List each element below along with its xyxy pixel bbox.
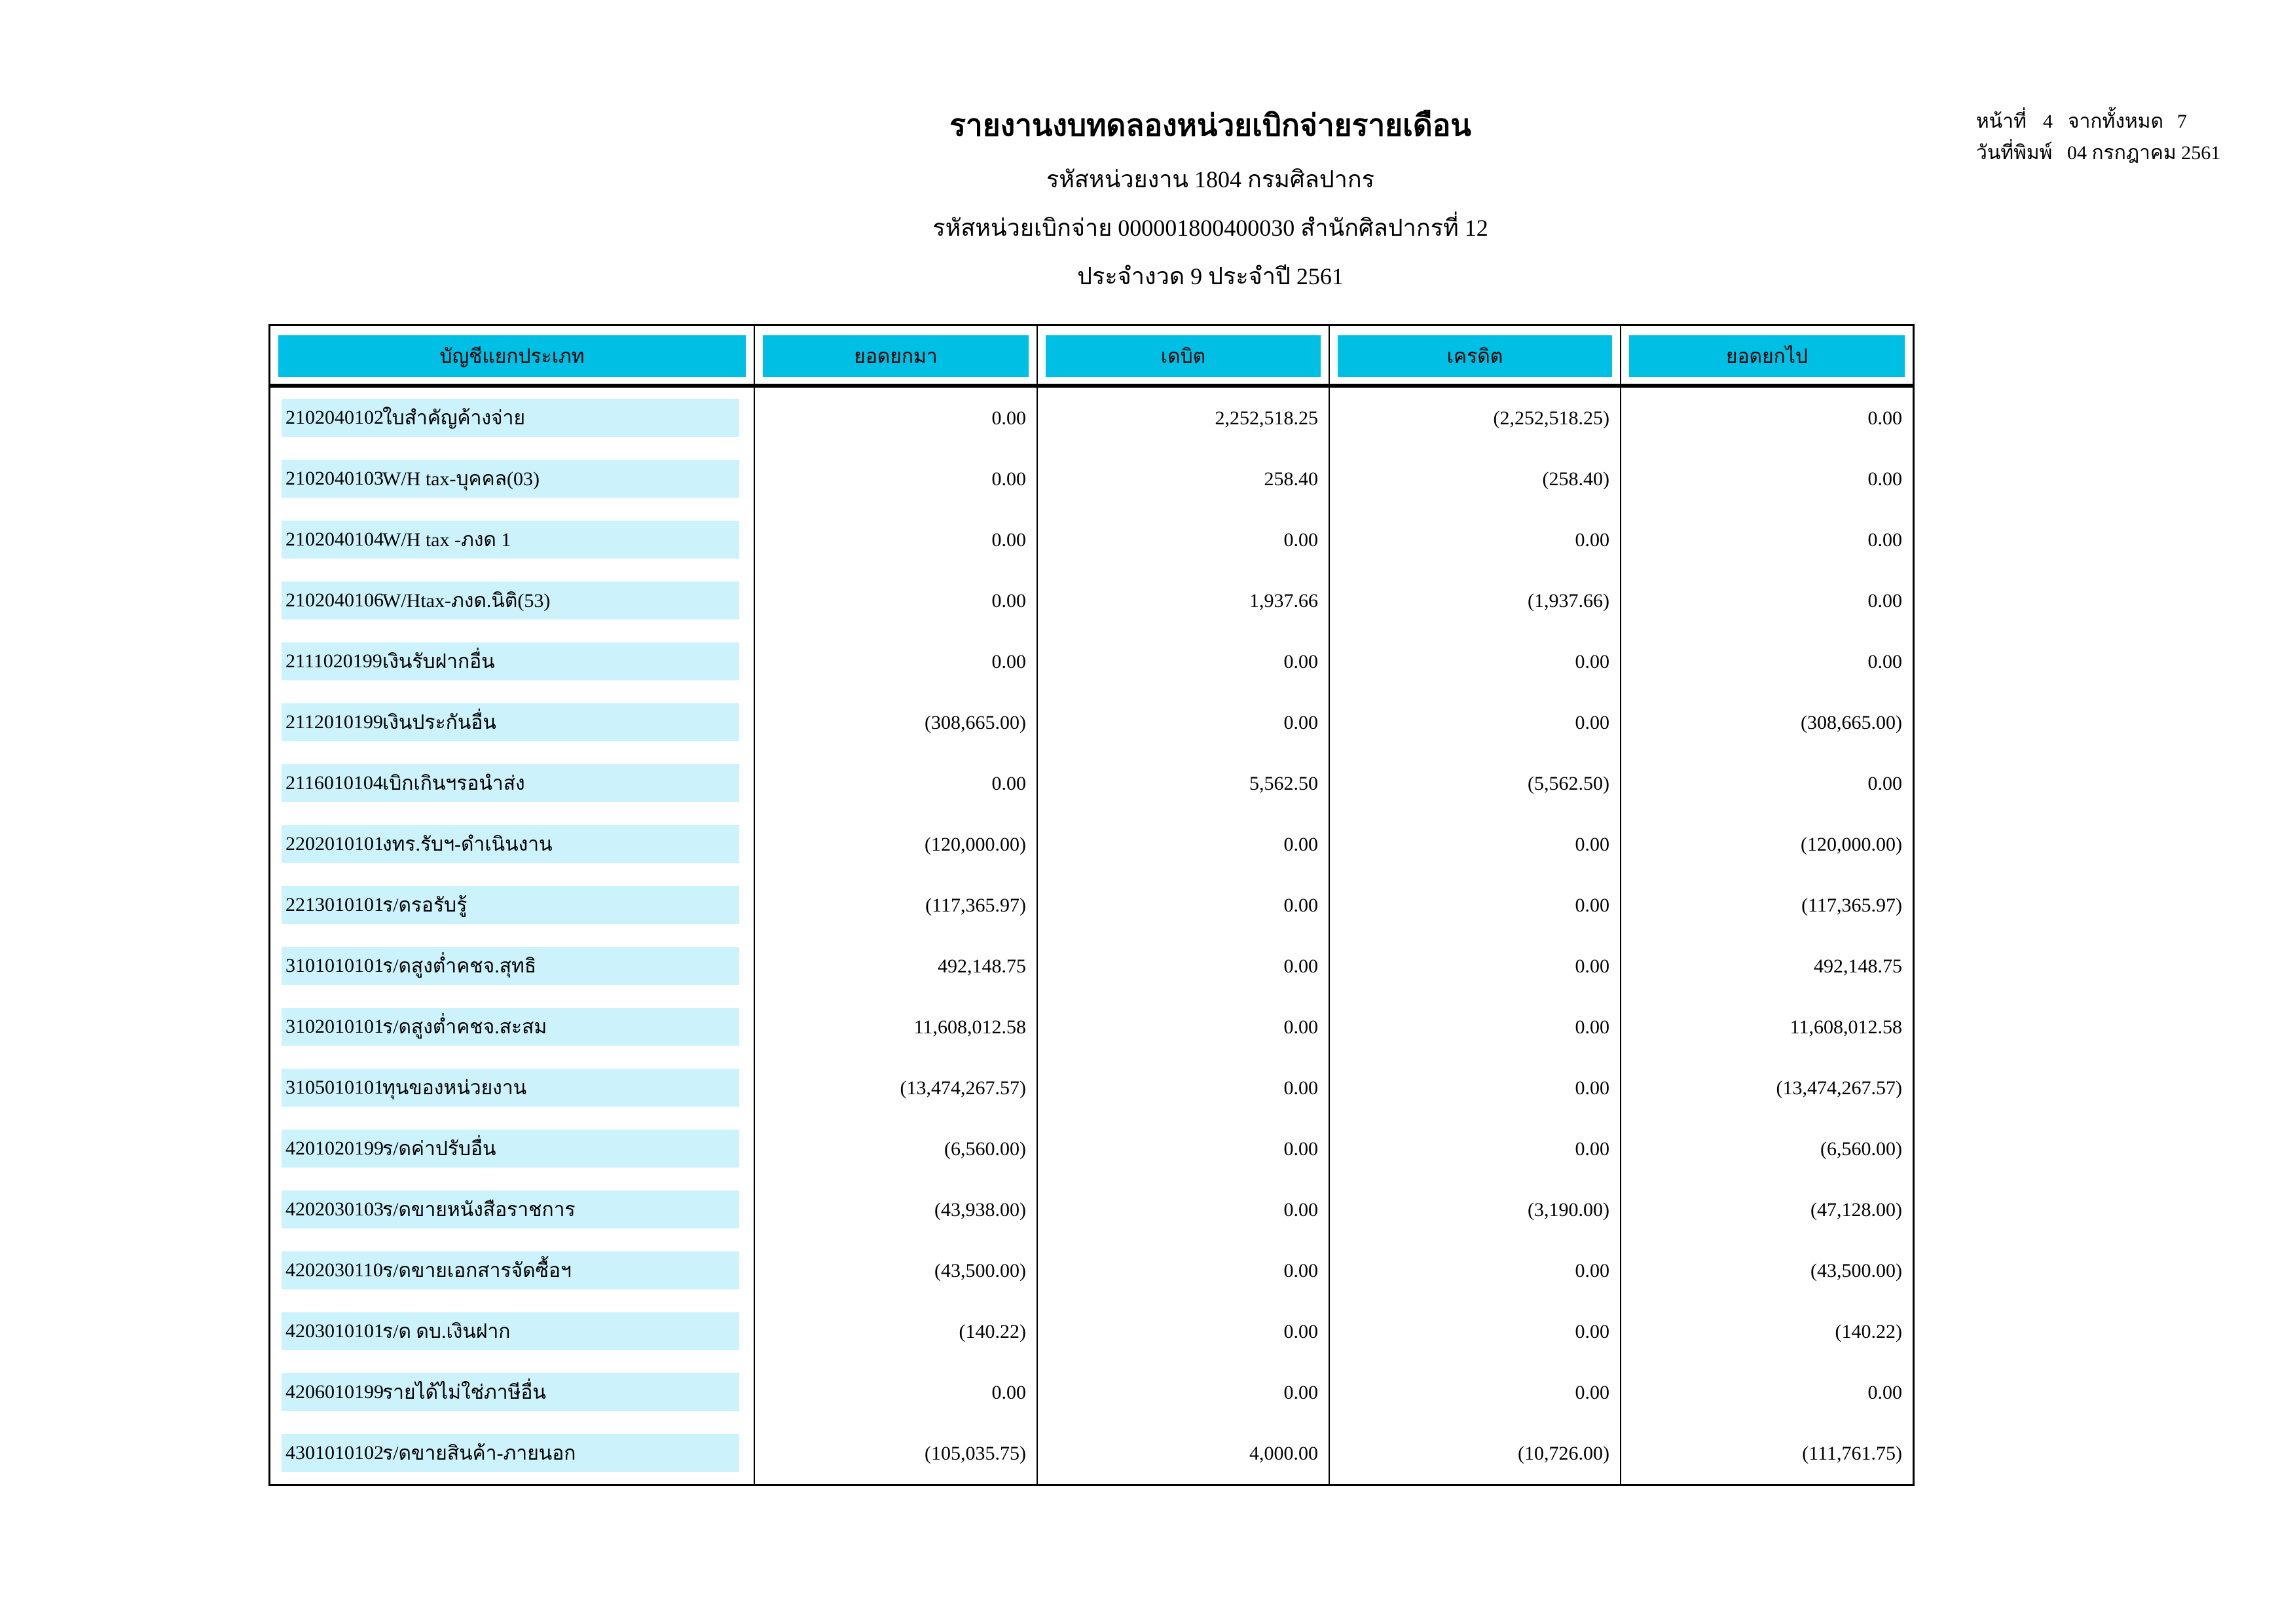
debit-value: 0.00 — [1038, 997, 1330, 1058]
period-line: ประจำงวด 9 ประจำปี 2561 — [1077, 263, 1344, 289]
account-cell — [270, 753, 755, 814]
debit-value: 258.40 — [1038, 449, 1330, 509]
carry-forward-in-value: (117,365.97) — [755, 875, 1038, 936]
carry-forward-in-value: (43,500.00) — [755, 1240, 1038, 1301]
account-cell — [270, 875, 755, 936]
page-number-label: หน้าที่ — [1976, 111, 2027, 132]
disbursement-unit-line: รหัสหน่วยเบิกจ่าย 000001800400030 สำนักศิลปากรที่ 12 — [932, 215, 1488, 241]
account-code: 2116010104 — [285, 772, 383, 794]
carry-forward-out-value: 0.00 — [1867, 407, 1902, 429]
account-cell — [270, 997, 755, 1058]
table-row — [270, 1118, 1913, 1179]
account-cell — [270, 936, 755, 997]
account-code: 2213010101 — [285, 894, 384, 915]
carry-forward-in-value: 11,608,012.58 — [755, 997, 1038, 1058]
carry-forward-out-value: (43,500.00) — [1810, 1259, 1902, 1282]
account-code: 3105010101 — [285, 1077, 384, 1098]
table-header-row — [270, 326, 1913, 388]
table-row — [270, 1179, 1913, 1240]
account-code: 4301010102 — [285, 1442, 384, 1464]
debit-value: 5,562.50 — [1038, 753, 1330, 814]
credit-value: 0.00 — [1330, 1118, 1621, 1179]
carry-forward-out-value: (120,000.00) — [1801, 833, 1902, 855]
credit-value: (258.40) — [1330, 449, 1621, 509]
carry-forward-out-value: (308,665.00) — [1801, 711, 1902, 733]
account-code: 2112010199 — [285, 711, 383, 733]
account-cell — [270, 692, 755, 753]
carry-forward-out-value: 0.00 — [1867, 772, 1902, 794]
carry-forward-out-value: (6,560.00) — [1820, 1137, 1902, 1160]
table-row — [270, 631, 1913, 692]
account-code: 2102040102 — [285, 407, 384, 428]
account-cell — [270, 570, 755, 631]
account-cell — [270, 449, 755, 509]
account-name: ทุนของหน่วยงาน — [382, 1077, 527, 1099]
credit-value: (1,937.66) — [1330, 570, 1621, 631]
account-code: 2111020199 — [285, 650, 382, 672]
carry-forward-in-value: (13,474,267.57) — [755, 1058, 1038, 1118]
account-band — [282, 825, 739, 863]
table-row — [270, 570, 1913, 631]
account-cell — [270, 388, 755, 449]
debit-value: 0.00 — [1038, 1058, 1330, 1118]
table-body — [270, 388, 1913, 1484]
carry-forward-in-value: (308,665.00) — [755, 692, 1038, 753]
account-name: เบิกเกินฯรอนำส่ง — [382, 772, 525, 794]
account-code: 2102040103 — [285, 468, 384, 489]
account-name: ใบสำคัญค้างจ่าย — [382, 407, 526, 429]
debit-value: 2,252,518.25 — [1038, 388, 1330, 449]
account-band — [282, 1190, 739, 1228]
carry-forward-out-value: 0.00 — [1867, 589, 1902, 612]
account-name: ร/ดสูงต่ำคชจ.สุทธิ — [382, 955, 537, 977]
debit-value: 0.00 — [1038, 936, 1330, 997]
print-date-label: วันที่พิมพ์ — [1976, 142, 2053, 164]
carry-forward-out-value: (111,761.75) — [1802, 1442, 1902, 1464]
carry-forward-out-value: (13,474,267.57) — [1776, 1077, 1902, 1099]
account-code: 2202010101 — [285, 833, 384, 855]
account-cell — [270, 1179, 755, 1240]
account-name: ร/ดรอรับรู้ — [382, 894, 468, 916]
print-date-value: 04 กรกฎาคม 2561 — [2067, 142, 2221, 164]
carry-forward-in-value: (43,938.00) — [755, 1179, 1038, 1240]
account-cell — [270, 509, 755, 570]
carry-forward-in-value: 0.00 — [755, 753, 1038, 814]
account-name: W/Htax-ภงด.นิติ(53) — [382, 589, 551, 612]
account-name: งทร.รับฯ-ดำเนินงาน — [382, 833, 553, 855]
carry-forward-in-value: 492,148.75 — [755, 936, 1038, 997]
account-band — [282, 460, 739, 498]
account-name: เงินประกันอื่น — [382, 711, 496, 733]
account-name: ร/ดขายหนังสือราชการ — [382, 1198, 576, 1221]
carry-forward-out-value: 0.00 — [1867, 1381, 1902, 1403]
table-row — [270, 1058, 1913, 1118]
table-row — [270, 936, 1913, 997]
total-pages-label: จากทั้งหมด — [2068, 111, 2164, 132]
credit-value: 0.00 — [1330, 1362, 1621, 1423]
account-cell — [270, 1240, 755, 1301]
account-cell — [270, 1301, 755, 1362]
debit-value: 0.00 — [1038, 1118, 1330, 1179]
credit-value: 0.00 — [1330, 1058, 1621, 1118]
credit-value: 0.00 — [1330, 814, 1621, 875]
account-band — [282, 1008, 739, 1046]
credit-value: 0.00 — [1330, 1301, 1621, 1362]
carry-forward-in-value: (105,035.75) — [755, 1423, 1038, 1484]
table-row — [270, 814, 1913, 875]
table-row — [270, 1240, 1913, 1301]
account-name: ร/ดสูงต่ำคชจ.สะสม — [382, 1016, 547, 1038]
account-code: 3101010101 — [285, 955, 384, 976]
debit-value: 0.00 — [1038, 1179, 1330, 1240]
carry-forward-in-value: 0.00 — [755, 388, 1038, 449]
credit-value: (2,252,518.25) — [1330, 388, 1621, 449]
account-name: ร/ด ดบ.เงินฝาก — [382, 1320, 511, 1342]
header-cell-credit — [1330, 326, 1621, 384]
carry-forward-out-value: (47,128.00) — [1810, 1198, 1902, 1221]
credit-value: (5,562.50) — [1330, 753, 1621, 814]
credit-value: (10,726.00) — [1330, 1423, 1621, 1484]
header-band-debit: เดบิต — [1046, 335, 1321, 377]
account-band — [282, 521, 739, 559]
account-band — [282, 703, 739, 741]
account-code: 4206010199 — [285, 1381, 384, 1403]
carry-forward-out-value: 0.00 — [1867, 468, 1902, 490]
debit-value: 0.00 — [1038, 875, 1330, 936]
debit-value: 0.00 — [1038, 1240, 1330, 1301]
account-cell — [270, 631, 755, 692]
credit-value: 0.00 — [1330, 631, 1621, 692]
account-band — [282, 1069, 739, 1107]
debit-value: 1,937.66 — [1038, 570, 1330, 631]
total-pages-value: 7 — [2177, 111, 2187, 132]
header-band-account: บัญชีแยกประเภท — [278, 335, 746, 377]
account-code: 4202030103 — [285, 1198, 384, 1220]
carry-forward-out-value: 492,148.75 — [1814, 955, 1902, 977]
table-row — [270, 753, 1913, 814]
carry-forward-in-value: 0.00 — [755, 570, 1038, 631]
carry-forward-in-value: 0.00 — [755, 631, 1038, 692]
credit-value: 0.00 — [1330, 997, 1621, 1058]
credit-value: (3,190.00) — [1330, 1179, 1621, 1240]
carry-forward-in-value: 0.00 — [755, 1362, 1038, 1423]
header-band-carry-forward-in: ยอดยกมา — [763, 335, 1029, 377]
debit-value: 0.00 — [1038, 1301, 1330, 1362]
account-code: 2102040104 — [285, 528, 384, 550]
carry-forward-out-value: 11,608,012.58 — [1790, 1016, 1902, 1038]
table-row — [270, 1362, 1913, 1423]
account-cell — [270, 1058, 755, 1118]
account-name: ร/ดค่าปรับอื่น — [382, 1137, 496, 1160]
account-code: 4203010101 — [285, 1320, 384, 1342]
header-cell-carry-forward-out — [1621, 326, 1913, 384]
table-row — [270, 875, 1913, 936]
account-cell — [270, 1423, 755, 1484]
trial-balance-table — [268, 324, 1915, 1486]
header-cell-account — [270, 326, 755, 384]
account-band — [282, 1251, 739, 1289]
table-row — [270, 449, 1913, 509]
carry-forward-in-value: 0.00 — [755, 509, 1038, 570]
carry-forward-in-value: (140.22) — [755, 1301, 1038, 1362]
account-band — [282, 1130, 739, 1168]
carry-forward-out-value: (117,365.97) — [1801, 894, 1902, 916]
carry-forward-in-value: (6,560.00) — [755, 1118, 1038, 1179]
account-cell — [270, 1118, 755, 1179]
account-band — [282, 1373, 739, 1411]
table-row — [270, 1301, 1913, 1362]
credit-value: 0.00 — [1330, 936, 1621, 997]
account-name: W/H tax-บุคคล(03) — [382, 468, 540, 490]
carry-forward-in-value: (120,000.00) — [755, 814, 1038, 875]
account-name: ร/ดขายเอกสารจัดซื้อฯ — [382, 1259, 572, 1282]
account-band — [282, 886, 739, 924]
account-code: 2102040106 — [285, 589, 384, 611]
account-band — [282, 1312, 739, 1350]
table-row — [270, 997, 1913, 1058]
account-cell — [270, 814, 755, 875]
account-name: ร/ดขายสินค้า-ภายนอก — [382, 1442, 576, 1464]
account-band — [282, 764, 739, 802]
account-cell — [270, 1362, 755, 1423]
table-row — [270, 509, 1913, 570]
header-cell-carry-forward-in — [755, 326, 1038, 384]
account-code: 4201020199 — [285, 1137, 384, 1159]
debit-value: 0.00 — [1038, 692, 1330, 753]
carry-forward-out-value: 0.00 — [1867, 528, 1902, 551]
account-band — [282, 947, 739, 985]
agency-code-line: รหัสหน่วยงาน 1804 กรมศิลปากร — [1046, 166, 1375, 193]
account-name: W/H tax -ภงด 1 — [382, 528, 511, 551]
debit-value: 0.00 — [1038, 1362, 1330, 1423]
header-cell-debit — [1038, 326, 1330, 384]
account-band — [282, 1434, 739, 1472]
credit-value: 0.00 — [1330, 509, 1621, 570]
credit-value: 0.00 — [1330, 875, 1621, 936]
header-band-carry-forward-out: ยอดยกไป — [1629, 335, 1905, 377]
account-band — [282, 642, 739, 680]
debit-value: 0.00 — [1038, 631, 1330, 692]
account-code: 3102010101 — [285, 1016, 384, 1037]
credit-value: 0.00 — [1330, 1240, 1621, 1301]
account-name: เงินรับฝากอื่น — [382, 650, 495, 673]
table-row — [270, 692, 1913, 753]
debit-value: 0.00 — [1038, 509, 1330, 570]
page-number-value: 4 — [2043, 111, 2053, 132]
header-band-credit: เครดิต — [1338, 335, 1612, 377]
carry-forward-out-value: (140.22) — [1835, 1320, 1902, 1342]
table-row — [270, 1423, 1913, 1484]
table-row — [270, 388, 1913, 449]
account-band — [282, 581, 739, 619]
report-title: รายงานงบทดลองหน่วยเบิกจ่ายรายเดือน — [949, 109, 1471, 142]
carry-forward-in-value: 0.00 — [755, 449, 1038, 509]
debit-value: 4,000.00 — [1038, 1423, 1330, 1484]
account-band — [282, 399, 739, 437]
debit-value: 0.00 — [1038, 814, 1330, 875]
carry-forward-out-value: 0.00 — [1867, 650, 1902, 673]
account-name: รายได้ไม่ใช่ภาษีอื่น — [382, 1381, 546, 1403]
credit-value: 0.00 — [1330, 692, 1621, 753]
account-code: 4202030110 — [285, 1259, 383, 1281]
